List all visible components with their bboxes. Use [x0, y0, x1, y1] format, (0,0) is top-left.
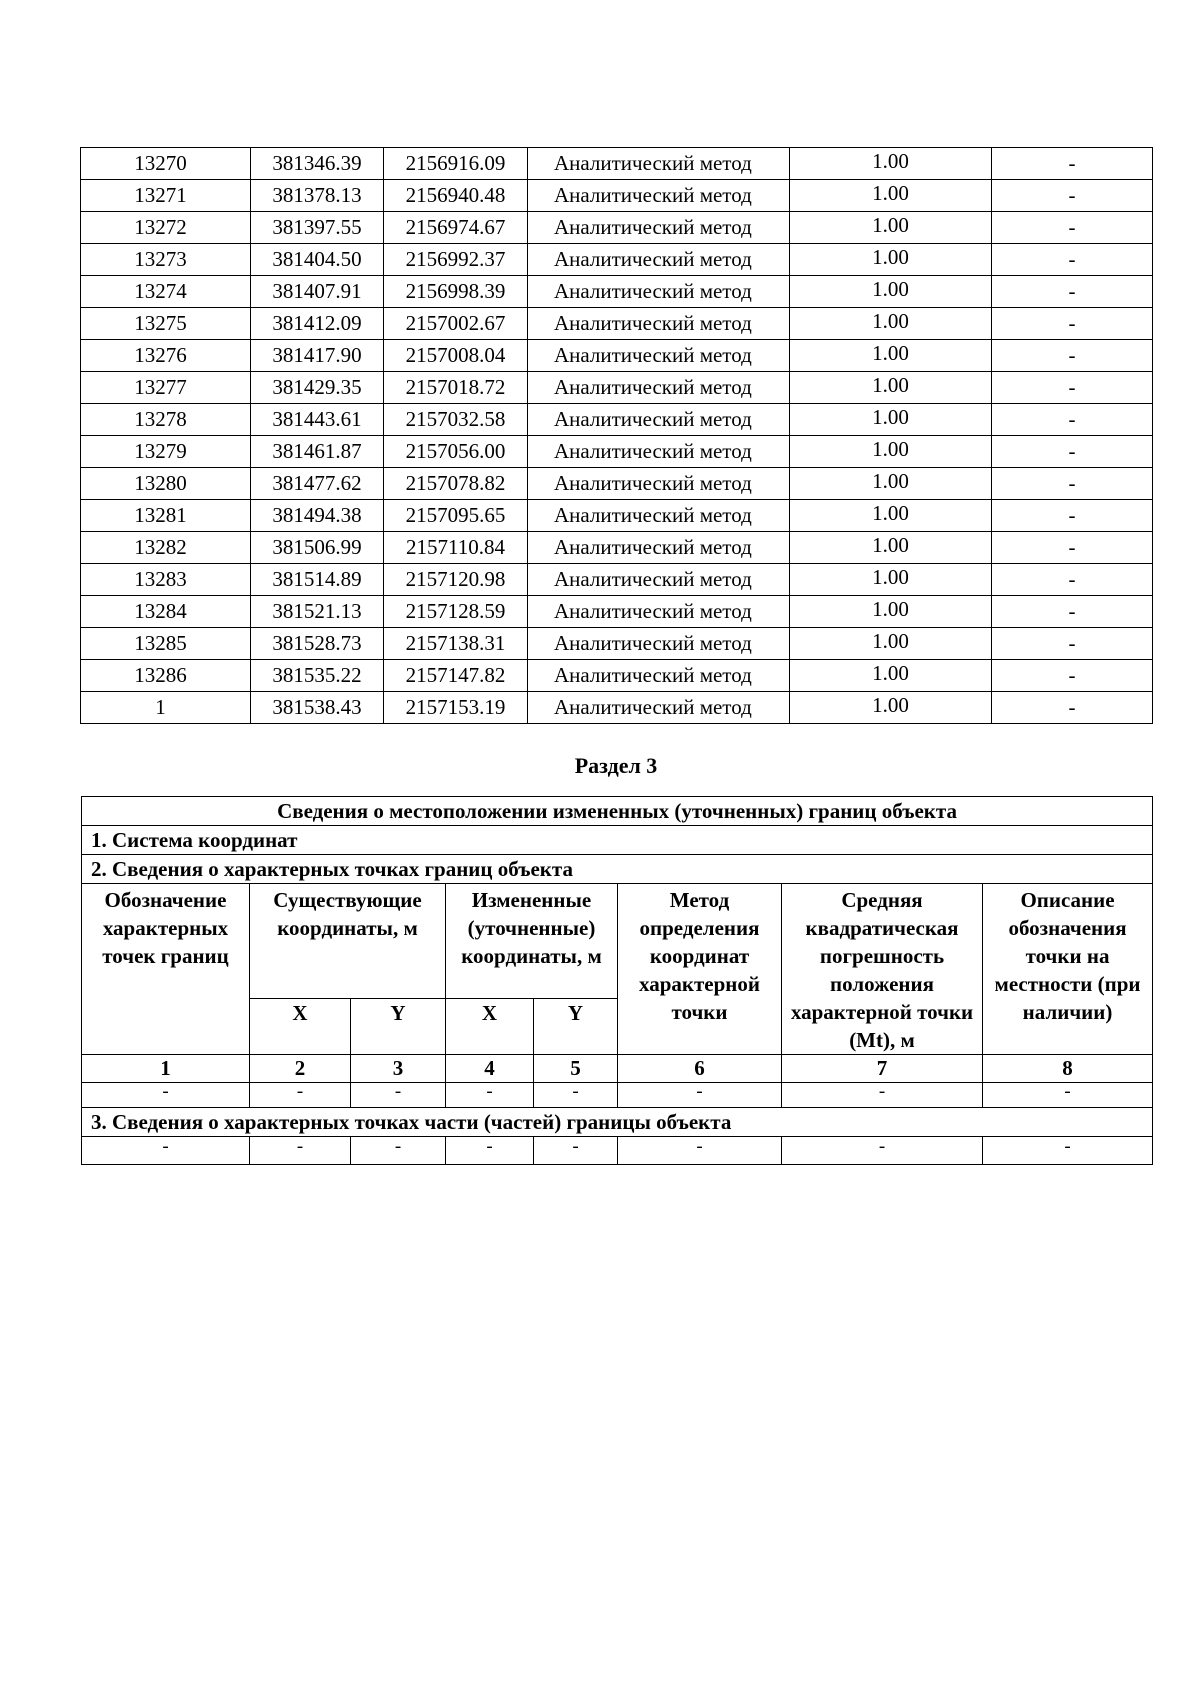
point-id-cell: 1 — [81, 692, 251, 724]
empty-row — [82, 1083, 1153, 1108]
point-id-cell: 13276 — [81, 340, 251, 372]
empty-cell: - — [534, 1083, 618, 1108]
column-number: 7 — [782, 1055, 983, 1083]
subsection-part-points: 3. Сведения о характерных точках части (частей) границы объекта — [82, 1108, 1153, 1137]
accuracy-cell: 1.00 — [790, 276, 992, 308]
x-coordinate-cell: 381407.91 — [251, 276, 384, 308]
y-coordinate-cell: 2157078.82 — [384, 468, 528, 500]
point-id-cell: 13270 — [81, 148, 251, 180]
empty-cell: - — [618, 1137, 782, 1165]
y-coordinate-cell: 2157095.65 — [384, 500, 528, 532]
y-coordinate-cell: 2156998.39 — [384, 276, 528, 308]
x-coordinate-cell: 381412.09 — [251, 308, 384, 340]
point-id-cell: 13279 — [81, 436, 251, 468]
x-coordinate-cell: 381477.62 — [251, 468, 384, 500]
point-id-cell: 13281 — [81, 500, 251, 532]
method-cell: Аналитический метод — [528, 500, 790, 532]
x-coordinate-cell: 381528.73 — [251, 628, 384, 660]
y-coordinate-cell: 2157018.72 — [384, 372, 528, 404]
y-coordinate-cell: 2156916.09 — [384, 148, 528, 180]
method-cell: Аналитический метод — [528, 340, 790, 372]
x-coordinate-cell: 381397.55 — [251, 212, 384, 244]
empty-cell: - — [250, 1137, 351, 1165]
empty-cell: - — [446, 1137, 534, 1165]
point-id-cell: 13280 — [81, 468, 251, 500]
accuracy-cell: 1.00 — [790, 244, 992, 276]
method-cell: Аналитический метод — [528, 372, 790, 404]
accuracy-cell: 1.00 — [790, 628, 992, 660]
x-coordinate-cell: 381417.90 — [251, 340, 384, 372]
section-title: Раздел 3 — [574, 753, 658, 778]
empty-cell: - — [983, 1137, 1153, 1165]
description-cell: - — [992, 308, 1153, 340]
description-cell: - — [992, 532, 1153, 564]
description-cell: - — [992, 468, 1153, 500]
table-row — [81, 212, 1153, 244]
method-cell: Аналитический метод — [528, 212, 790, 244]
accuracy-cell: 1.00 — [790, 212, 992, 244]
accuracy-cell: 1.00 — [790, 596, 992, 628]
header-changed-y: Y — [534, 999, 618, 1055]
table-title: Сведения о местоположении измененных (уточненных) границ объекта — [82, 797, 1153, 826]
method-cell: Аналитический метод — [528, 596, 790, 628]
accuracy-cell: 1.00 — [790, 372, 992, 404]
table-row — [81, 660, 1153, 692]
empty-cell: - — [82, 1083, 250, 1108]
description-cell: - — [992, 340, 1153, 372]
empty-row — [82, 1137, 1153, 1165]
y-coordinate-cell: 2156992.37 — [384, 244, 528, 276]
coordinates-table — [80, 147, 1153, 724]
accuracy-cell: 1.00 — [790, 308, 992, 340]
table-row — [81, 596, 1153, 628]
accuracy-cell: 1.00 — [790, 180, 992, 212]
x-coordinate-cell: 381461.87 — [251, 436, 384, 468]
empty-cell: - — [782, 1137, 983, 1165]
point-id-cell: 13272 — [81, 212, 251, 244]
accuracy-cell: 1.00 — [790, 692, 992, 724]
point-id-cell: 13286 — [81, 660, 251, 692]
point-id-cell: 13277 — [81, 372, 251, 404]
method-cell: Аналитический метод — [528, 692, 790, 724]
description-cell: - — [992, 692, 1153, 724]
x-coordinate-cell: 381443.61 — [251, 404, 384, 436]
column-number: 1 — [82, 1055, 250, 1083]
table-row — [81, 628, 1153, 660]
empty-cell: - — [82, 1137, 250, 1165]
description-cell: - — [992, 372, 1153, 404]
method-cell: Аналитический метод — [528, 660, 790, 692]
y-coordinate-cell: 2157110.84 — [384, 532, 528, 564]
table-row — [81, 500, 1153, 532]
y-coordinate-cell: 2157008.04 — [384, 340, 528, 372]
column-number: 5 — [534, 1055, 618, 1083]
description-cell: - — [992, 148, 1153, 180]
table-row — [81, 564, 1153, 596]
description-cell: - — [992, 628, 1153, 660]
header-existing-x: X — [250, 999, 351, 1055]
section3-table — [81, 796, 1153, 1165]
column-number: 3 — [351, 1055, 446, 1083]
empty-cell: - — [351, 1137, 446, 1165]
empty-cell: - — [534, 1137, 618, 1165]
method-cell: Аналитический метод — [528, 436, 790, 468]
x-coordinate-cell: 381429.35 — [251, 372, 384, 404]
x-coordinate-cell: 381535.22 — [251, 660, 384, 692]
method-cell: Аналитический метод — [528, 308, 790, 340]
accuracy-cell: 1.00 — [790, 340, 992, 372]
accuracy-cell: 1.00 — [790, 532, 992, 564]
header-changed-coordinates: Измененные (уточненные) координаты, м — [446, 884, 618, 999]
x-coordinate-cell: 381538.43 — [251, 692, 384, 724]
header-existing-y: Y — [351, 999, 446, 1055]
subsection-boundary-points: 2. Сведения о характерных точках границ объекта — [82, 855, 1153, 884]
x-coordinate-cell: 381404.50 — [251, 244, 384, 276]
point-id-cell: 13271 — [81, 180, 251, 212]
header-changed-x: X — [446, 999, 534, 1055]
subsection-coordinate-system: 1. Система координат — [82, 826, 1153, 855]
method-cell: Аналитический метод — [528, 564, 790, 596]
header-accuracy: Средняя квадратическая погрешность положения характерной точки (Mt), м — [782, 884, 983, 1055]
x-coordinate-cell: 381494.38 — [251, 500, 384, 532]
table-row — [81, 276, 1153, 308]
table-row — [81, 404, 1153, 436]
method-cell: Аналитический метод — [528, 404, 790, 436]
column-number-row — [82, 1055, 1153, 1083]
table-row — [81, 692, 1153, 724]
method-cell: Аналитический метод — [528, 468, 790, 500]
x-coordinate-cell: 381346.39 — [251, 148, 384, 180]
y-coordinate-cell: 2156974.67 — [384, 212, 528, 244]
accuracy-cell: 1.00 — [790, 660, 992, 692]
table-row — [81, 308, 1153, 340]
header-existing-coordinates: Существующие координаты, м — [250, 884, 446, 999]
table-row — [81, 468, 1153, 500]
method-cell: Аналитический метод — [528, 628, 790, 660]
x-coordinate-cell: 381514.89 — [251, 564, 384, 596]
method-cell: Аналитический метод — [528, 244, 790, 276]
table-row — [81, 340, 1153, 372]
accuracy-cell: 1.00 — [790, 436, 992, 468]
accuracy-cell: 1.00 — [790, 500, 992, 532]
header-method: Метод определения координат характерной точки — [618, 884, 782, 1055]
y-coordinate-cell: 2157120.98 — [384, 564, 528, 596]
y-coordinate-cell: 2157153.19 — [384, 692, 528, 724]
description-cell: - — [992, 596, 1153, 628]
description-cell: - — [992, 436, 1153, 468]
x-coordinate-cell: 381506.99 — [251, 532, 384, 564]
description-cell: - — [992, 564, 1153, 596]
y-coordinate-cell: 2157128.59 — [384, 596, 528, 628]
method-cell: Аналитический метод — [528, 180, 790, 212]
table-row — [81, 180, 1153, 212]
method-cell: Аналитический метод — [528, 148, 790, 180]
empty-cell: - — [983, 1083, 1153, 1108]
method-cell: Аналитический метод — [528, 532, 790, 564]
description-cell: - — [992, 180, 1153, 212]
point-id-cell: 13282 — [81, 532, 251, 564]
table-row — [81, 372, 1153, 404]
column-number: 6 — [618, 1055, 782, 1083]
y-coordinate-cell: 2157056.00 — [384, 436, 528, 468]
empty-cell: - — [618, 1083, 782, 1108]
column-number: 2 — [250, 1055, 351, 1083]
description-cell: - — [992, 500, 1153, 532]
description-cell: - — [992, 660, 1153, 692]
point-id-cell: 13273 — [81, 244, 251, 276]
description-cell: - — [992, 276, 1153, 308]
description-cell: - — [992, 244, 1153, 276]
table-row — [81, 436, 1153, 468]
point-id-cell: 13275 — [81, 308, 251, 340]
description-cell: - — [992, 404, 1153, 436]
y-coordinate-cell: 2157138.31 — [384, 628, 528, 660]
y-coordinate-cell: 2156940.48 — [384, 180, 528, 212]
point-id-cell: 13283 — [81, 564, 251, 596]
x-coordinate-cell: 381521.13 — [251, 596, 384, 628]
accuracy-cell: 1.00 — [790, 148, 992, 180]
x-coordinate-cell: 381378.13 — [251, 180, 384, 212]
y-coordinate-cell: 2157147.82 — [384, 660, 528, 692]
table-row — [81, 244, 1153, 276]
header-description: Описание обозначения точки на местности (при наличии) — [983, 884, 1153, 1055]
y-coordinate-cell: 2157032.58 — [384, 404, 528, 436]
point-id-cell: 13284 — [81, 596, 251, 628]
point-id-cell: 13278 — [81, 404, 251, 436]
point-id-cell: 13274 — [81, 276, 251, 308]
y-coordinate-cell: 2157002.67 — [384, 308, 528, 340]
table-row — [81, 148, 1153, 180]
empty-cell: - — [446, 1083, 534, 1108]
column-number: 8 — [983, 1055, 1153, 1083]
description-cell: - — [992, 212, 1153, 244]
empty-cell: - — [250, 1083, 351, 1108]
accuracy-cell: 1.00 — [790, 404, 992, 436]
column-number: 4 — [446, 1055, 534, 1083]
method-cell: Аналитический метод — [528, 276, 790, 308]
header-point-designation: Обозначение характерных точек границ — [82, 884, 250, 1055]
empty-cell: - — [782, 1083, 983, 1108]
accuracy-cell: 1.00 — [790, 468, 992, 500]
table-row — [81, 532, 1153, 564]
accuracy-cell: 1.00 — [790, 564, 992, 596]
point-id-cell: 13285 — [81, 628, 251, 660]
coordinates-table-body — [81, 148, 1153, 724]
empty-cell: - — [351, 1083, 446, 1108]
